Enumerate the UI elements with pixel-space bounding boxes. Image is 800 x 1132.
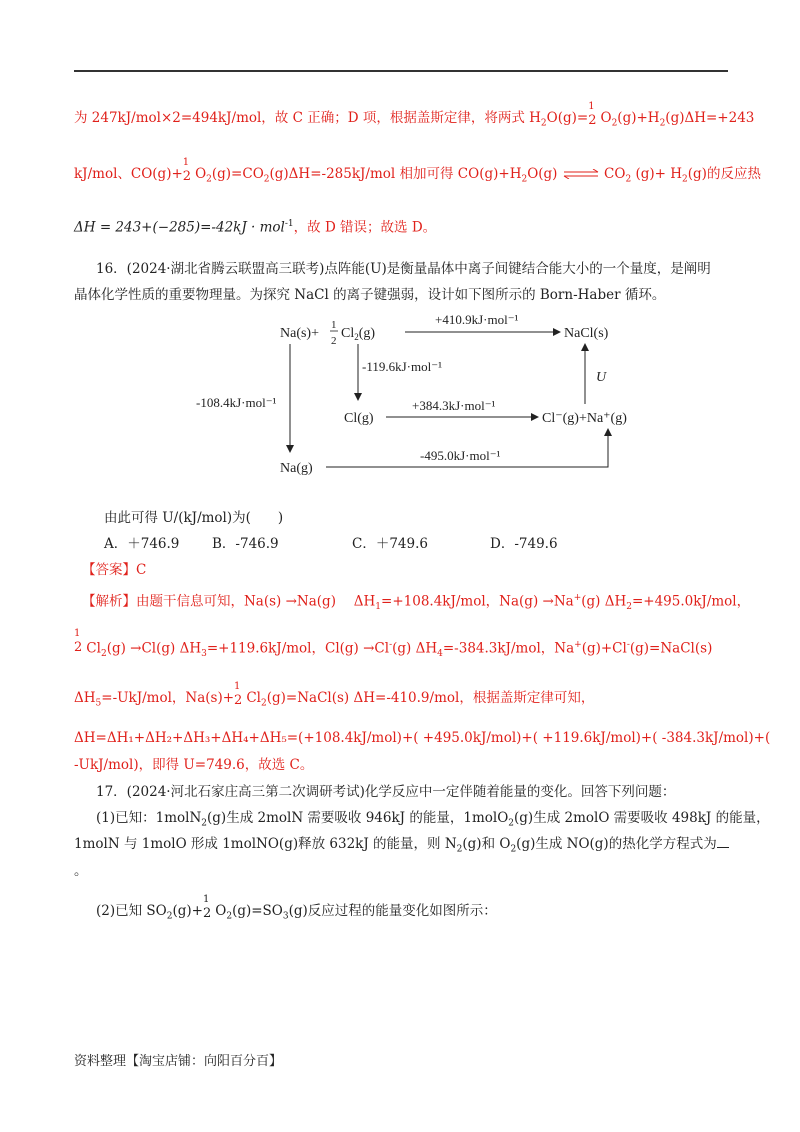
svg-text:2: 2 (331, 335, 337, 347)
q17-part1-end: 。 (74, 863, 88, 879)
footer-text: 资料整理【淘宝店铺：向阳百分百】 (74, 1054, 283, 1069)
analysis-line-4: ΔH=ΔH₁+ΔH₂+ΔH₃+ΔH₄+ΔH₅=(+108.4kJ/mol)+( +495.0kJ/mol)+( +119.6kJ/mol)+( -384.3kJ/mol)+( (74, 730, 771, 746)
option-d: D．-749.6 (490, 536, 558, 552)
option-a: A．＋746.9 (104, 536, 180, 552)
prev-line-3: ΔH = 243+(−285)=-42kJ · mol$^{-1}$，故 D 错误；故选 D。 (74, 219, 437, 236)
equilibrium-arrow-icon (562, 166, 600, 184)
analysis-line-1: 【解析】由题干信息可知，Na(s) →Na(g) $\Delta H_1=+108.4kJ$/mol，Na(g) →Na+(g) $\Delta H_2=+495.0kJ$/mol， (82, 593, 751, 613)
energy-left: -108.4kJ·mol⁻¹ (196, 395, 277, 410)
prev-line-2: kJ/mol、CO(g)+ 1 2 $O_2(g)=CO_2(g)\Delta H=-285kJ$/mol 相加可得 $CO(g)+H_2O(g)$ $CO_2$ $(g)+ H_2(g)$的反应热 (74, 157, 761, 185)
q16-stem-1: 16．(2024·湖北省腾云联盟高三联考)点阵能(U)是衡量晶体中离子间键结合能大小的一个量度，是阐明 (96, 261, 711, 277)
analysis-line-5: -UkJ/mol)，即得 U=749.6，故选 C。 (74, 757, 314, 773)
energy-mid: +384.3kJ·mol⁻¹ (412, 398, 496, 413)
half-fraction: 1 (331, 319, 337, 331)
u-label: U (596, 370, 607, 385)
analysis-line-3: $\Delta H_5=-UkJ$/mol，Na(s)+ 1 2 $Cl_2(g)=NaCl(s)$ ΔH=-410.9/mol，根据盖斯定律可知， (74, 681, 595, 709)
cl-g-label: Cl(g) (344, 411, 374, 426)
energy-bottom: -495.0kJ·mol⁻¹ (420, 448, 501, 463)
energy-top: +410.9kJ·mol⁻¹ (435, 312, 519, 327)
header-rule (74, 70, 728, 72)
born-haber-diagram (180, 300, 650, 490)
q17-part1-line2: 1molN 与 1molO 形成 1molNO(g)释放 632kJ 的能量，则 $N_2(g)$和 $O_2(g)$生成 NO(g)的热化学方程式为 (74, 835, 729, 859)
energy-cl: -119.6kJ·mol⁻¹ (362, 359, 442, 374)
q17-part2: (2)已知 $SO_2(g)+$ 1 2 $O_2(g)=SO_3(g)$反应过程的能量变化如图所示： (96, 894, 497, 922)
answer-label: 【答案】C (82, 562, 147, 578)
prev-line-1: 为 247kJ/mol×2=494kJ/mol，故 C 正确；D 项，根据盖斯定律，将两式 $H_2O(g)=$ 1 2 $O_2(g)+H_2(g)\Delta H=+243$ (74, 101, 755, 129)
cl2-label: $Cl_2(g)$ (341, 326, 376, 342)
option-b: B．-746.9 (212, 536, 279, 552)
q16-stem-2: 晶体化学性质的重要物理量。为探究 NaCl 的离子键强弱，设计如下图所示的 Born-Haber 循环。 (74, 287, 666, 303)
q17-part1-line1: (1)已知：1molN$_2$(g)生成 2molN 需要吸收 946kJ 的能量，1molO$_2$(g)生成 2molO 需要吸收 498kJ 的能量， (96, 810, 770, 829)
ions-label: Cl⁻(g)+Na⁺(g) (542, 411, 627, 426)
na-s-label: Na(s)+ (280, 326, 319, 341)
na-g-label: Na(g) (280, 461, 313, 476)
answer-blank[interactable] (717, 835, 729, 848)
q17-stem: 17．(2024·河北石家庄高三第二次调研考试)化学反应中一定伴随着能量的变化。回答下列问题： (96, 784, 676, 800)
nacl-s-label: NaCl(s) (564, 326, 609, 341)
q16-prompt: 由此可得 U/(kJ/mol)为( ) (104, 510, 284, 526)
option-c: C．＋749.6 (352, 536, 428, 552)
analysis-line-2: 1 2 $Cl_2(g) \to Cl(g)$ $\Delta H_3=+119.6kJ$/mol，Cl(g) →Cl-(g) $\Delta H_4=-384.3kJ$/mol，Na+(g)+Cl-(g)=NaCl(s) (74, 628, 713, 660)
